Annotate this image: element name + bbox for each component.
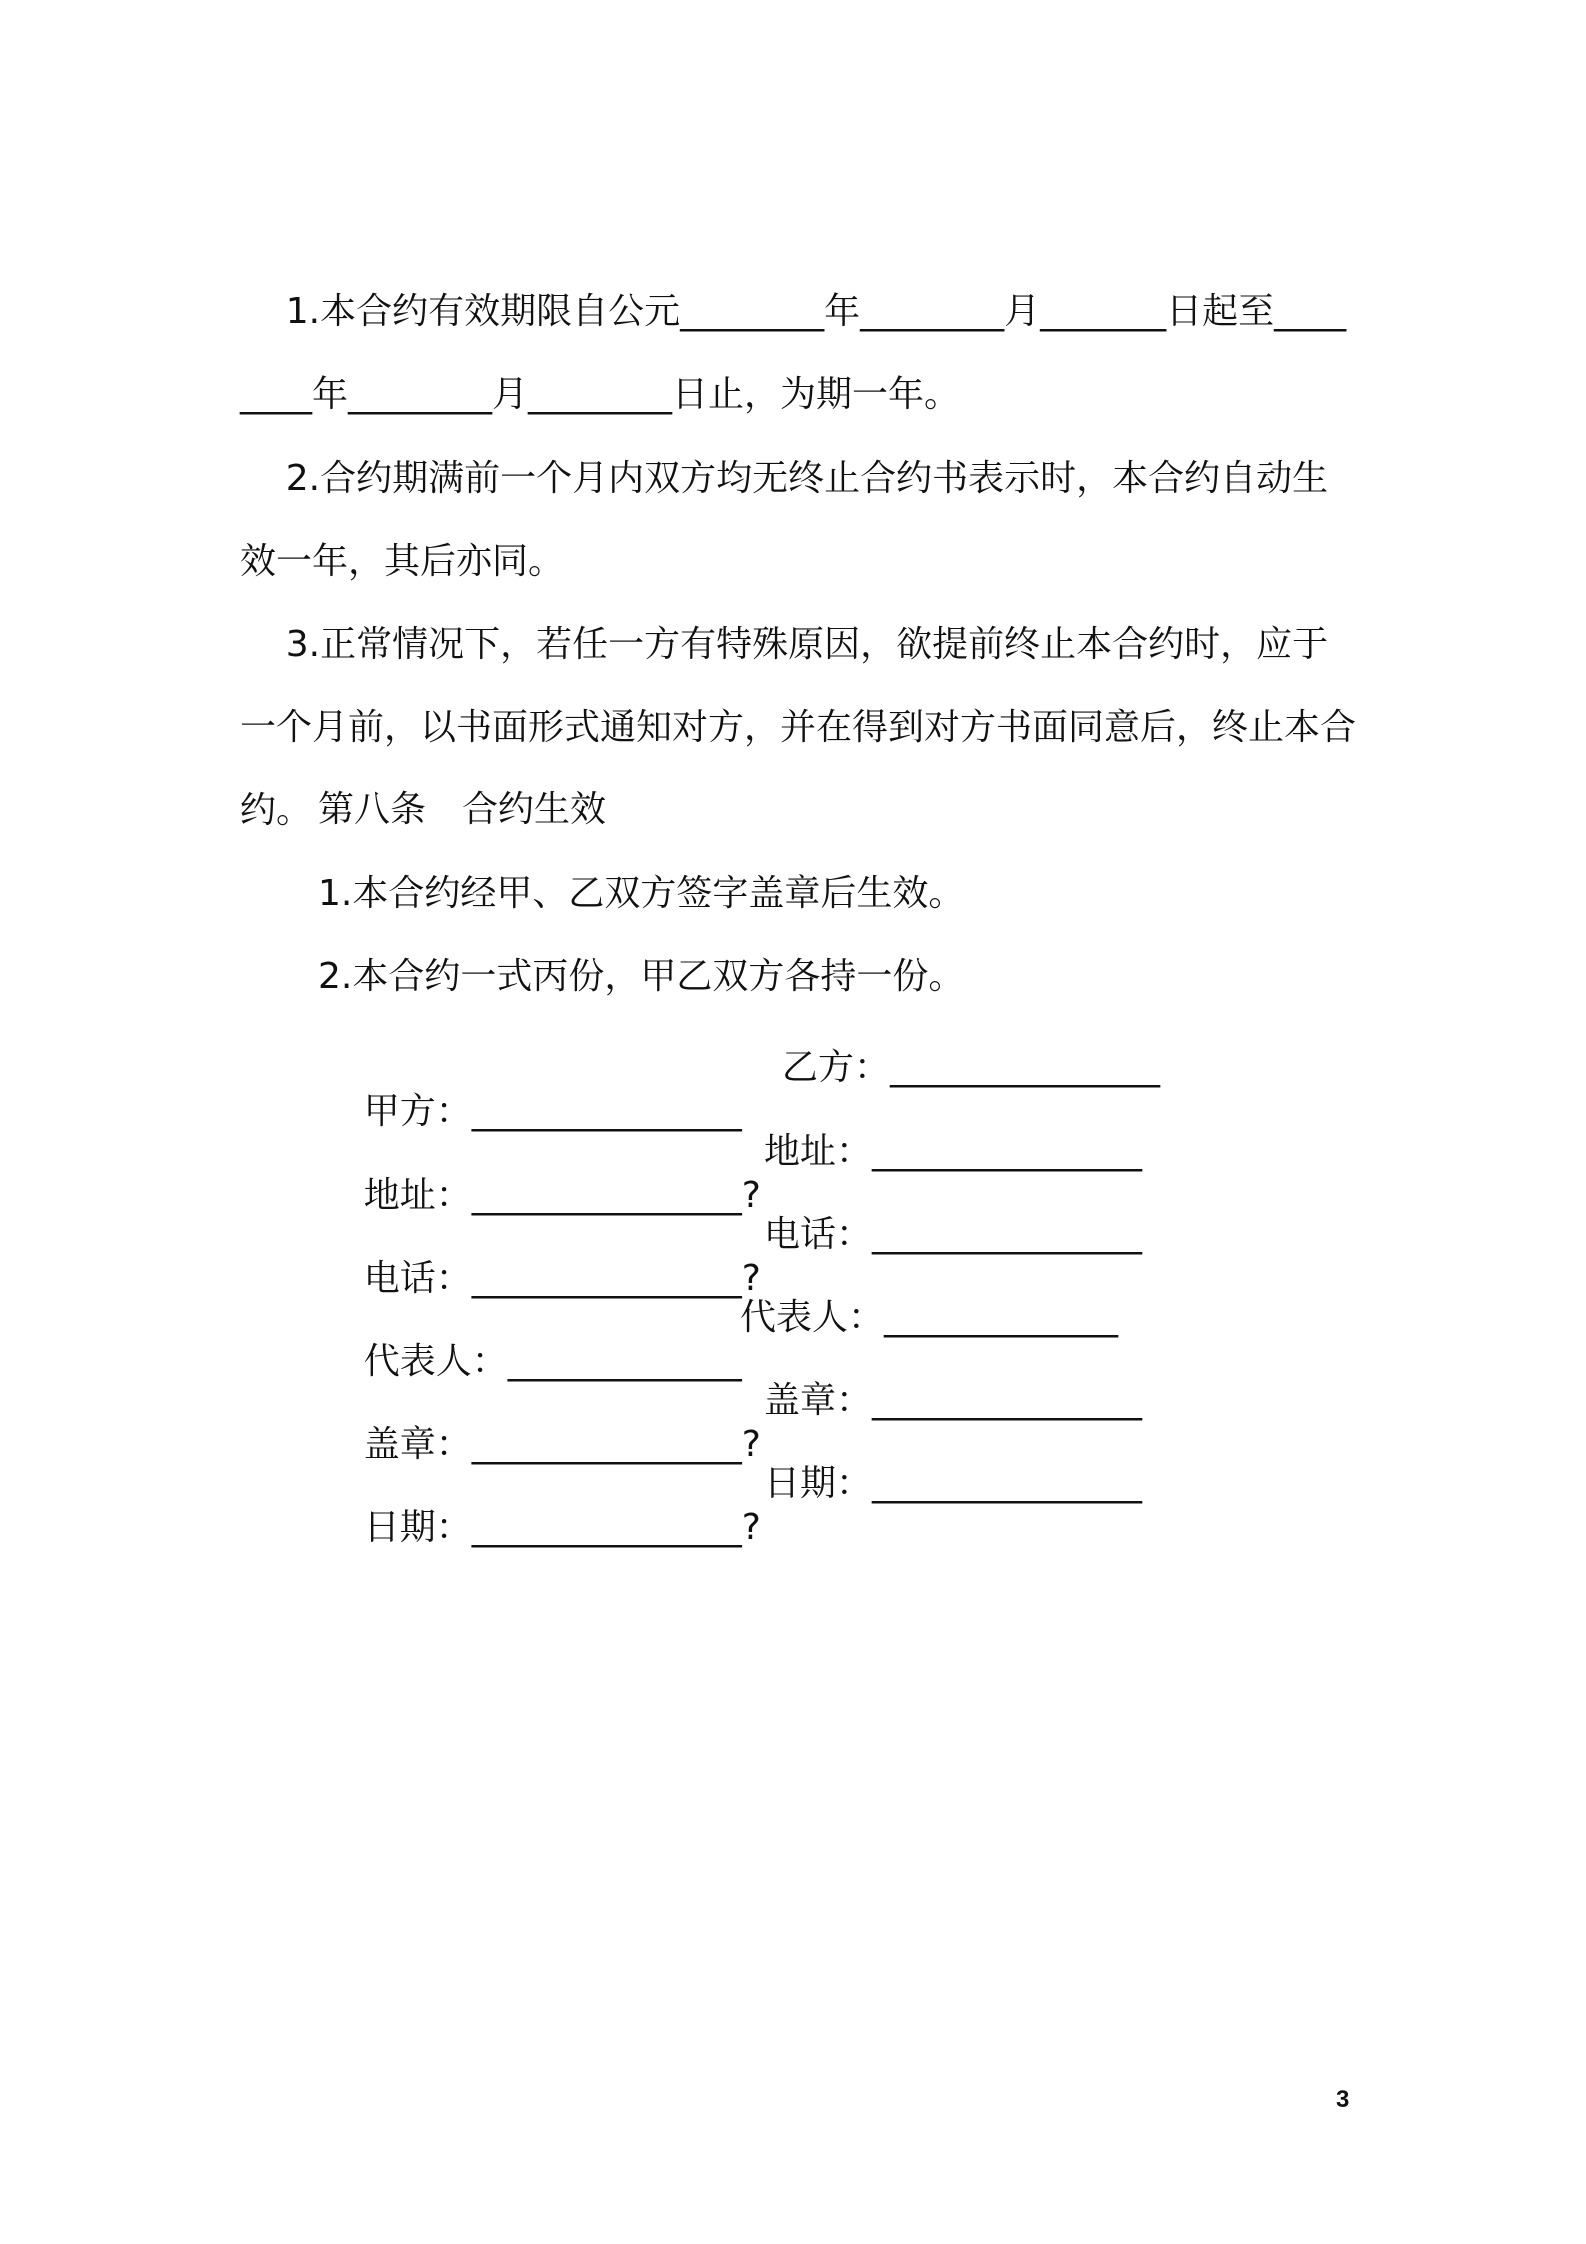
signature-row-phone [318, 1213, 1143, 1299]
party-b-date-field: 日期：_______________ [764, 1463, 1143, 1504]
signature-row-seal [318, 1379, 1143, 1465]
party-b-seal-field: 盖章：_______________ [764, 1380, 1143, 1421]
party-b-field: 乙方：_______________ [782, 1047, 1161, 1088]
party-a-address-field: 地址：_______________? [363, 1175, 761, 1216]
signature-row-address [318, 1130, 1143, 1216]
paragraph-text: 3.正常情况下，若任一方有特殊原因，欲提前终止本合约时，应于一个月前，以书面形式通知对方，并在得到对方书面同意后，终止本合约。 [240, 624, 1357, 831]
paragraph-text: 2.合约期满前一个月内双方均无终止合约书表示时，本合约自动生效一年，其后亦同。 [240, 458, 1329, 582]
party-b-representative-field: 代表人：_____________ [740, 1297, 1119, 1338]
party-a-field: 甲方：_______________ [363, 1091, 742, 1132]
effective-clause-2: 2.本合约一式丙份，甲乙双方各持一份。 [318, 956, 965, 997]
signature-row-party [318, 1046, 1161, 1132]
party-a-seal-field: 盖章：_______________? [363, 1424, 761, 1465]
effective-clause-1: 1.本合约经甲、乙双方签字盖章后生效。 [318, 873, 965, 914]
signature-row-date [318, 1462, 1143, 1548]
party-a-phone-field: 电话：_______________? [363, 1258, 761, 1299]
party-b-address-field: 地址：_______________ [764, 1131, 1143, 1172]
section-heading: 第八条 合约生效 [318, 789, 607, 830]
signature-row-representative [318, 1296, 1119, 1382]
party-a-representative-field: 代表人：_____________ [363, 1341, 742, 1382]
party-b-phone-field: 电话：_______________ [764, 1214, 1143, 1255]
party-a-date-field: 日期：_______________? [363, 1507, 761, 1548]
page-number: 3 [1336, 2086, 1350, 2113]
paragraph-text: 1.本合约有效期限自公元________年________月_______日起至________年________月________日止，为期一年。 [240, 291, 1347, 415]
